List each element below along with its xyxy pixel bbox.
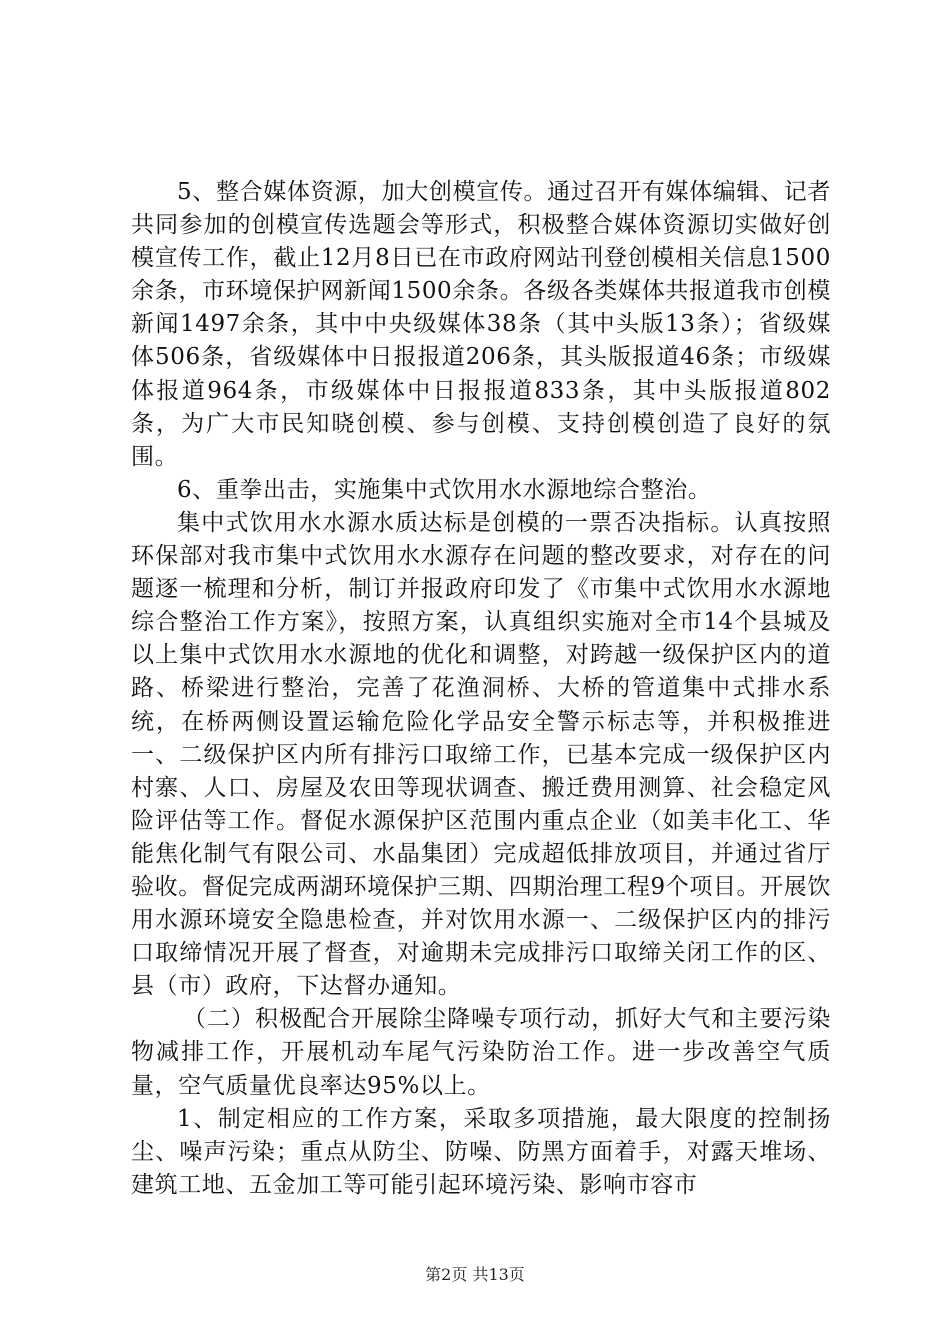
paragraph-dust-noise-control: 1、制定相应的工作方案，采取多项措施，最大限度的控制扬尘、噪声污染；重点从防尘、防噪、防黑方面着手，对露天堆场、建筑工地、五金加工等可能引起环境污染、影响市容市 bbox=[131, 1105, 831, 1198]
page-number-footer: 第2页 共13页 bbox=[425, 1265, 525, 1284]
paragraph-section-two-heading: （二）积极配合开展除尘降噪专项行动，抓好大气和主要污染物减排工作，开展机动车尾气污染防治工作。进一步改善空气质量，空气质量优良率达95%以上。 bbox=[131, 1006, 831, 1099]
document-body bbox=[131, 176, 831, 1202]
paragraph-water-source-heading: 6、重拳出击，实施集中式饮用水水源地综合整治。 bbox=[177, 476, 712, 503]
paragraph-media-publicity: 5、整合媒体资源，加大创模宣传。通过召开有媒体编辑、记者共同参加的创模宣传选题会等形式，积极整合媒体资源切实做好创模宣传工作，截止12月8日已在市政府网站刊登创模相关信息1500余条，市环境保护网新闻1500余条。各级各类媒体共报道我市创模新闻1497余条，其中中央级媒体38条（其中头版13条）；省级媒体506条，省级媒体中日报报道206条，其头版报道46条；市级媒体报道964条，市级媒体中日报报道833条，其中头版报道802条，为广大市民知晓创模、参与创模、支持创模创造了良好的氛围。 bbox=[131, 179, 831, 470]
paragraph-water-source-remediation: 集中式饮用水水源水质达标是创模的一票否决指标。认真按照环保部对我市集中式饮用水水源存在问题的整改要求，对存在的问题逐一梳理和分析，制订并报政府印发了《市集中式饮用水水源地综合整治工作方案》，按照方案，认真组织实施对全市14个县城及以上集中式饮用水水源地的优化和调整，对跨越一级保护区内的道路、桥梁进行整治，完善了花渔洞桥、大桥的管道集中式排水系统，在桥两侧设置运输危险化学品安全警示标志等，并积极推进一、二级保护区内所有排污口取缔工作，已基本完成一级保护区内村寨、人口、房屋及农田等现状调查、搬迁费用测算、社会稳定风险评估等工作。督促水源保护区范围内重点企业（如美丰化工、华能焦化制气有限公司、水晶集团）完成超低排放项目，并通过省厅验收。督促完成两湖环境保护三期、四期治理工程9个项目。开展饮用水源环境安全隐患检查，并对饮用水源一、二级保护区内的排污口取缔情况开展了督查，对逾期未完成排污口取缔关闭工作的区、县（市）政府，下达督办通知。 bbox=[131, 509, 831, 1000]
